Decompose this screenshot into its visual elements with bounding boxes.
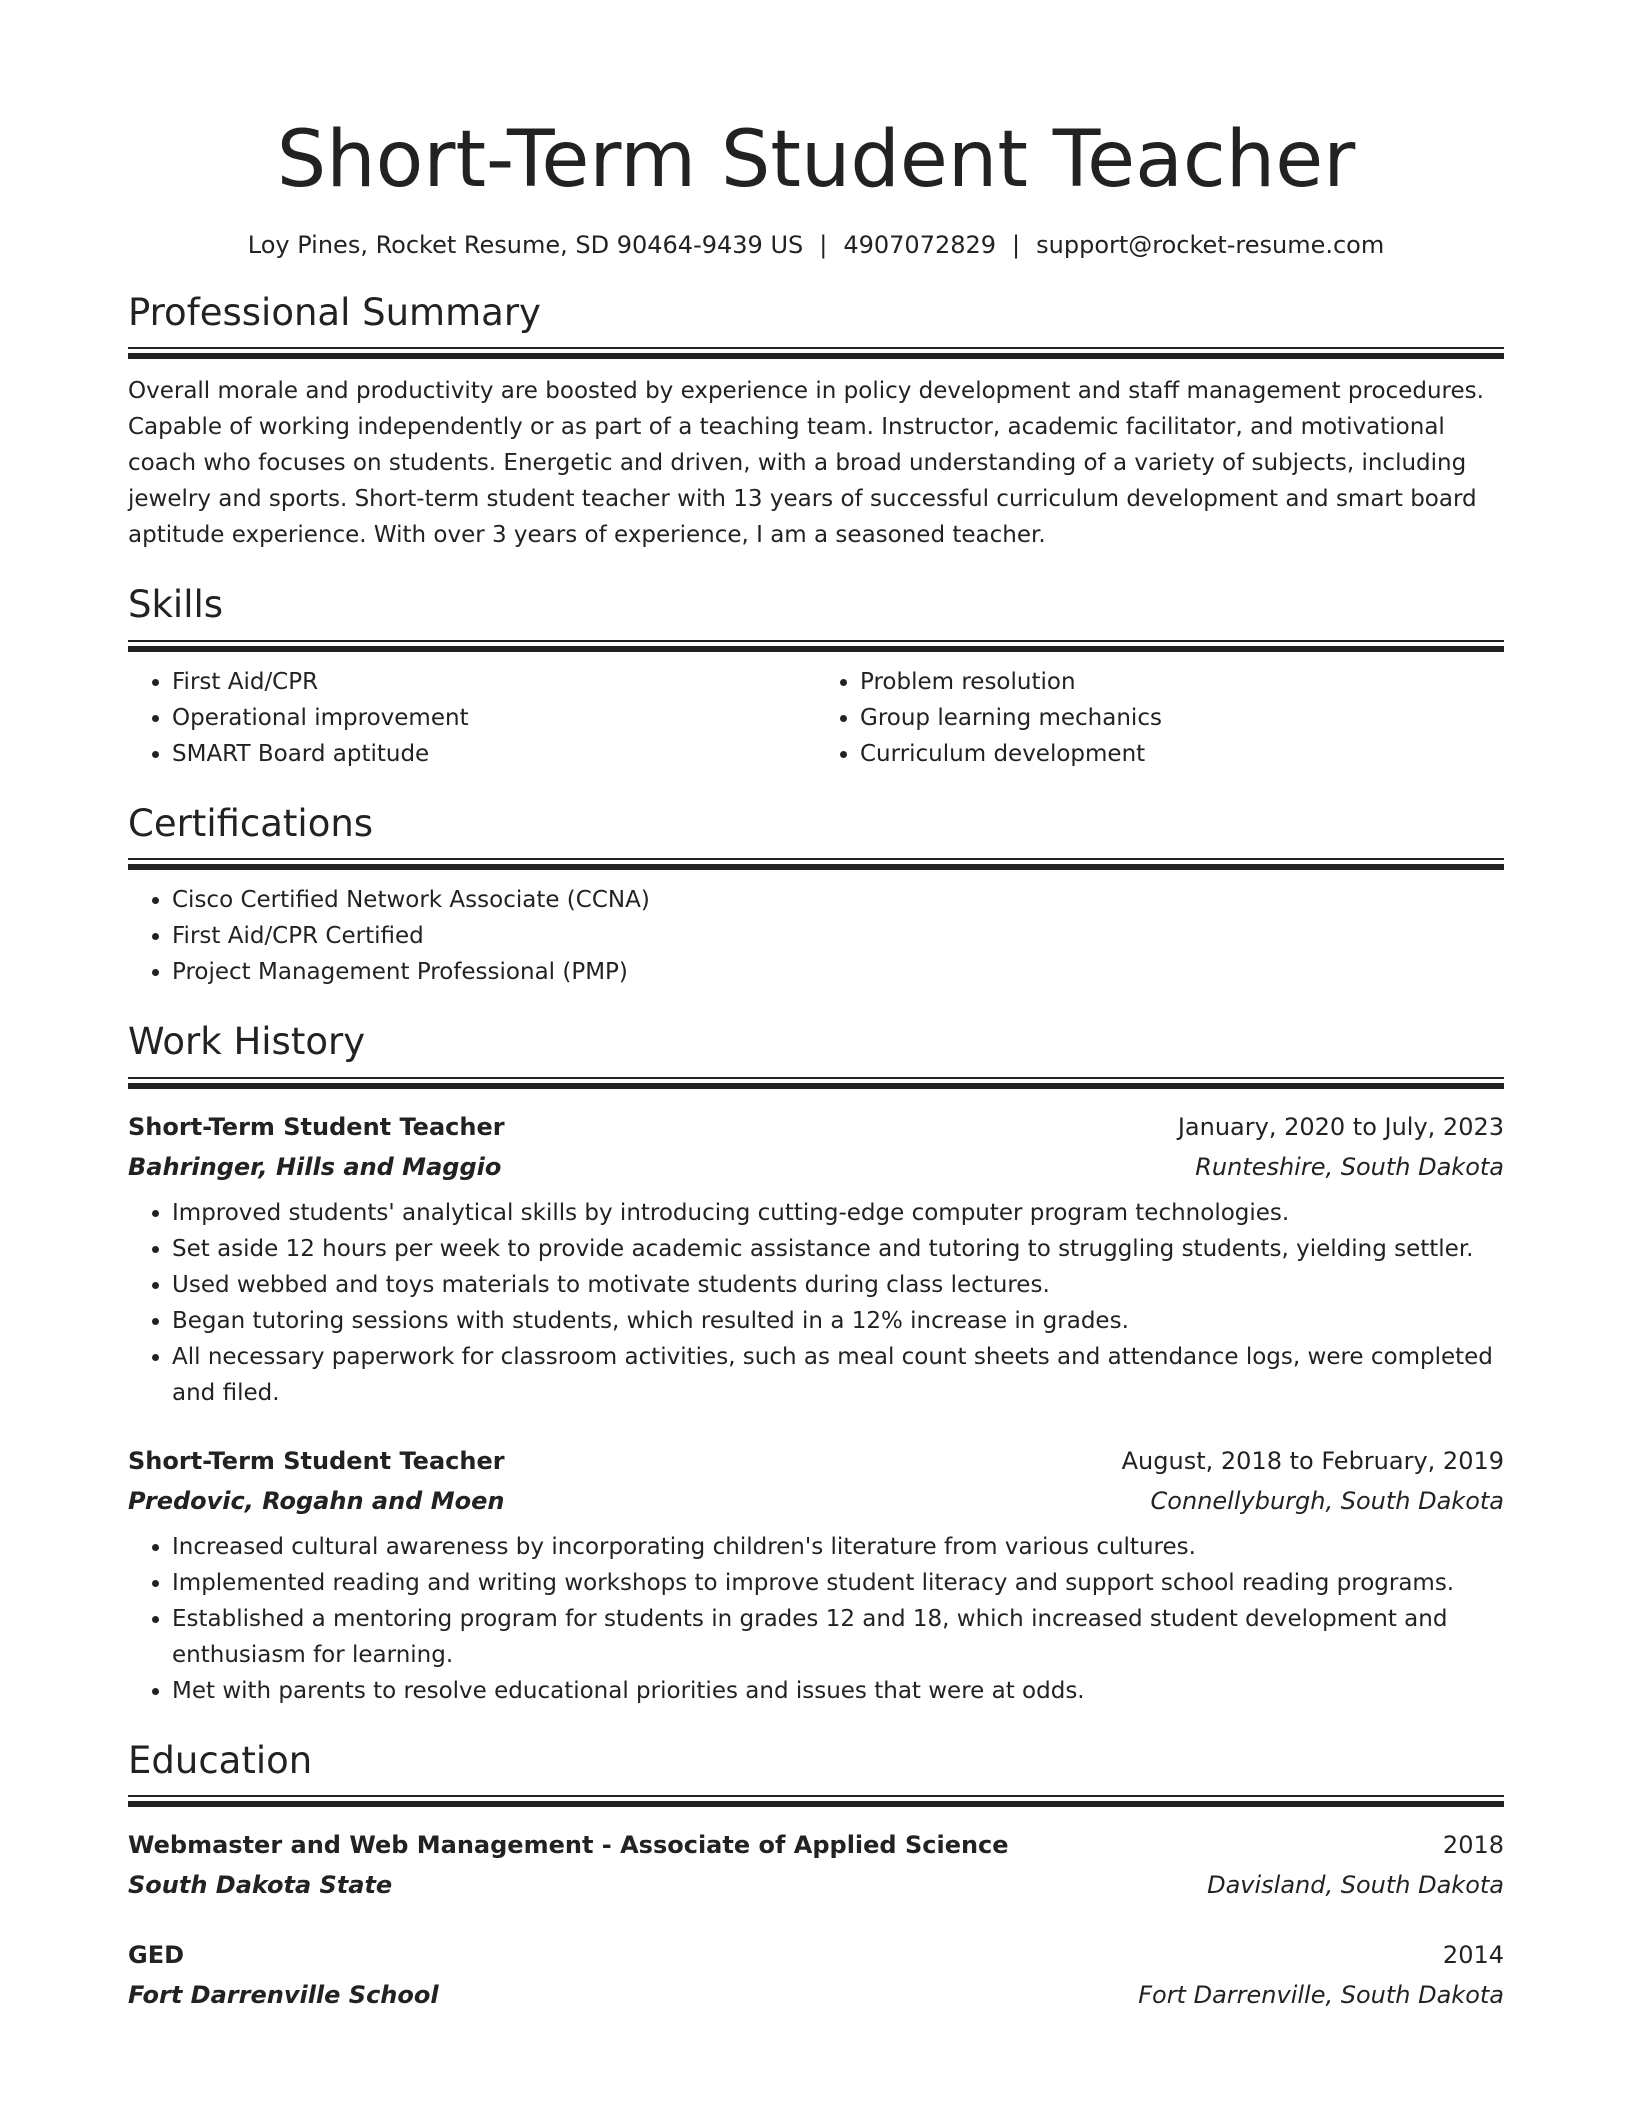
job-bullet: • Used webbed and toys materials to motivate students during class lectures. [172, 1267, 1504, 1303]
section-divider [128, 1077, 1504, 1089]
job-role: Short-Term Student Teacher [128, 1112, 505, 1141]
contact-email: support@rocket-resume.com [1036, 230, 1385, 259]
section-title-work-history: Work History [128, 1020, 366, 1064]
contact-address: Loy Pines, Rocket Resume, SD 90464-9439 US [247, 230, 804, 259]
job-bullet: • Began tutoring sessions with students, which resulted in a 12% increase in grades. [172, 1303, 1504, 1339]
education-year: 2014 [1442, 1940, 1504, 1969]
skills-list-right [816, 664, 1504, 772]
education-school: Fort Darrenville School [128, 1980, 439, 2009]
section-title-certifications: Certifications [128, 801, 374, 845]
skill-item: • Operational improvement [172, 700, 816, 736]
education-year: 2018 [1442, 1830, 1504, 1859]
job-bullet: • Increased cultural awareness by incorporating children's literature from various cultures. [172, 1529, 1504, 1565]
candidate-title: Short-Term Student Teacher [276, 115, 1356, 205]
job-bullet: • Set aside 12 hours per week to provide academic assistance and tutoring to struggling students, yielding settler. [172, 1231, 1504, 1267]
section-divider [128, 858, 1504, 870]
skill-item: • Group learning mechanics [860, 700, 1504, 736]
education-school-row [128, 1975, 1504, 2015]
job-bullets [128, 1195, 1504, 1411]
contact-separator: | [1012, 230, 1021, 259]
job-role: Short-Term Student Teacher [128, 1446, 505, 1475]
education-entry [128, 1935, 1504, 2015]
summary-text: Overall morale and productivity are boosted by experience in policy development and staff management procedures. Capable of working independently or as part of a teaching team. Instructor, academic facilitator, and motivational coach who focuses on students. Energetic and driven, with a broad understanding of a variety of subjects, including jewelry and sports. Short-term student teacher with 13 years of successful curriculum development and smart board aptitude experience. With over 3 years of experience, I am a seasoned teacher. [128, 378, 1484, 549]
contact-separator: | [819, 230, 828, 259]
education-entry [128, 1825, 1504, 1905]
job-company: Predovic, Rogahn and Moen [128, 1486, 505, 1515]
summary-section [128, 291, 1504, 553]
skills-section [128, 583, 1504, 771]
skills-list-left [128, 664, 816, 772]
job-bullet: • Implemented reading and writing workshops to improve student literacy and support school reading programs. [172, 1565, 1504, 1601]
education-location: Fort Darrenville, South Dakota [1138, 1980, 1504, 2009]
education-school: South Dakota State [128, 1870, 393, 1899]
section-divider [128, 347, 1504, 359]
job-location: Runteshire, South Dakota [1195, 1152, 1504, 1181]
job-bullets [128, 1529, 1504, 1709]
education-header-row [128, 1935, 1504, 1975]
job-entry [128, 1107, 1504, 1411]
section-title-skills: Skills [128, 583, 224, 627]
certification-item: • First Aid/CPR Certified [172, 918, 1504, 954]
job-company-row [128, 1147, 1504, 1187]
job-header-row [128, 1441, 1504, 1481]
section-title-education: Education [128, 1738, 313, 1782]
job-company-row [128, 1481, 1504, 1521]
certification-item: • Cisco Certified Network Associate (CCNA) [172, 882, 1504, 918]
education-degree: Webmaster and Web Management - Associate of Applied Science [128, 1830, 1009, 1859]
certifications-section [128, 802, 1504, 990]
contact-line [128, 230, 1504, 261]
job-dates: January, 2020 to July, 2023 [1177, 1112, 1504, 1141]
job-dates: August, 2018 to February, 2019 [1121, 1446, 1504, 1475]
job-bullet: • Improved students' analytical skills by introducing cutting-edge computer program technologies. [172, 1195, 1504, 1231]
section-divider [128, 1795, 1504, 1807]
education-location: Davisland, South Dakota [1207, 1870, 1504, 1899]
education-section [128, 1739, 1504, 2015]
skill-item: • First Aid/CPR [172, 664, 816, 700]
skill-item: • Curriculum development [860, 736, 1504, 772]
education-header-row [128, 1825, 1504, 1865]
skill-item: • Problem resolution [860, 664, 1504, 700]
job-entry [128, 1441, 1504, 1709]
job-bullet: • Met with parents to resolve educational priorities and issues that were at odds. [172, 1673, 1504, 1709]
certifications-list [128, 882, 1504, 990]
skills-grid [128, 652, 1504, 772]
education-degree: GED [128, 1940, 185, 1969]
certification-item: • Project Management Professional (PMP) [172, 954, 1504, 990]
skill-item: • SMART Board aptitude [172, 736, 816, 772]
job-header-row [128, 1107, 1504, 1147]
contact-phone: 4907072829 [843, 230, 997, 259]
job-bullet: • Established a mentoring program for students in grades 12 and 18, which increased student development and enthusiasm for learning. [172, 1601, 1504, 1673]
job-bullet: • All necessary paperwork for classroom activities, such as meal count sheets and attendance logs, were completed and filed. [172, 1339, 1504, 1411]
section-title-summary: Professional Summary [128, 290, 541, 334]
education-school-row [128, 1865, 1504, 1905]
work-history-section [128, 1020, 1504, 1708]
job-company: Bahringer, Hills and Maggio [128, 1152, 502, 1181]
job-location: Connellyburgh, South Dakota [1150, 1486, 1504, 1515]
section-divider [128, 640, 1504, 652]
